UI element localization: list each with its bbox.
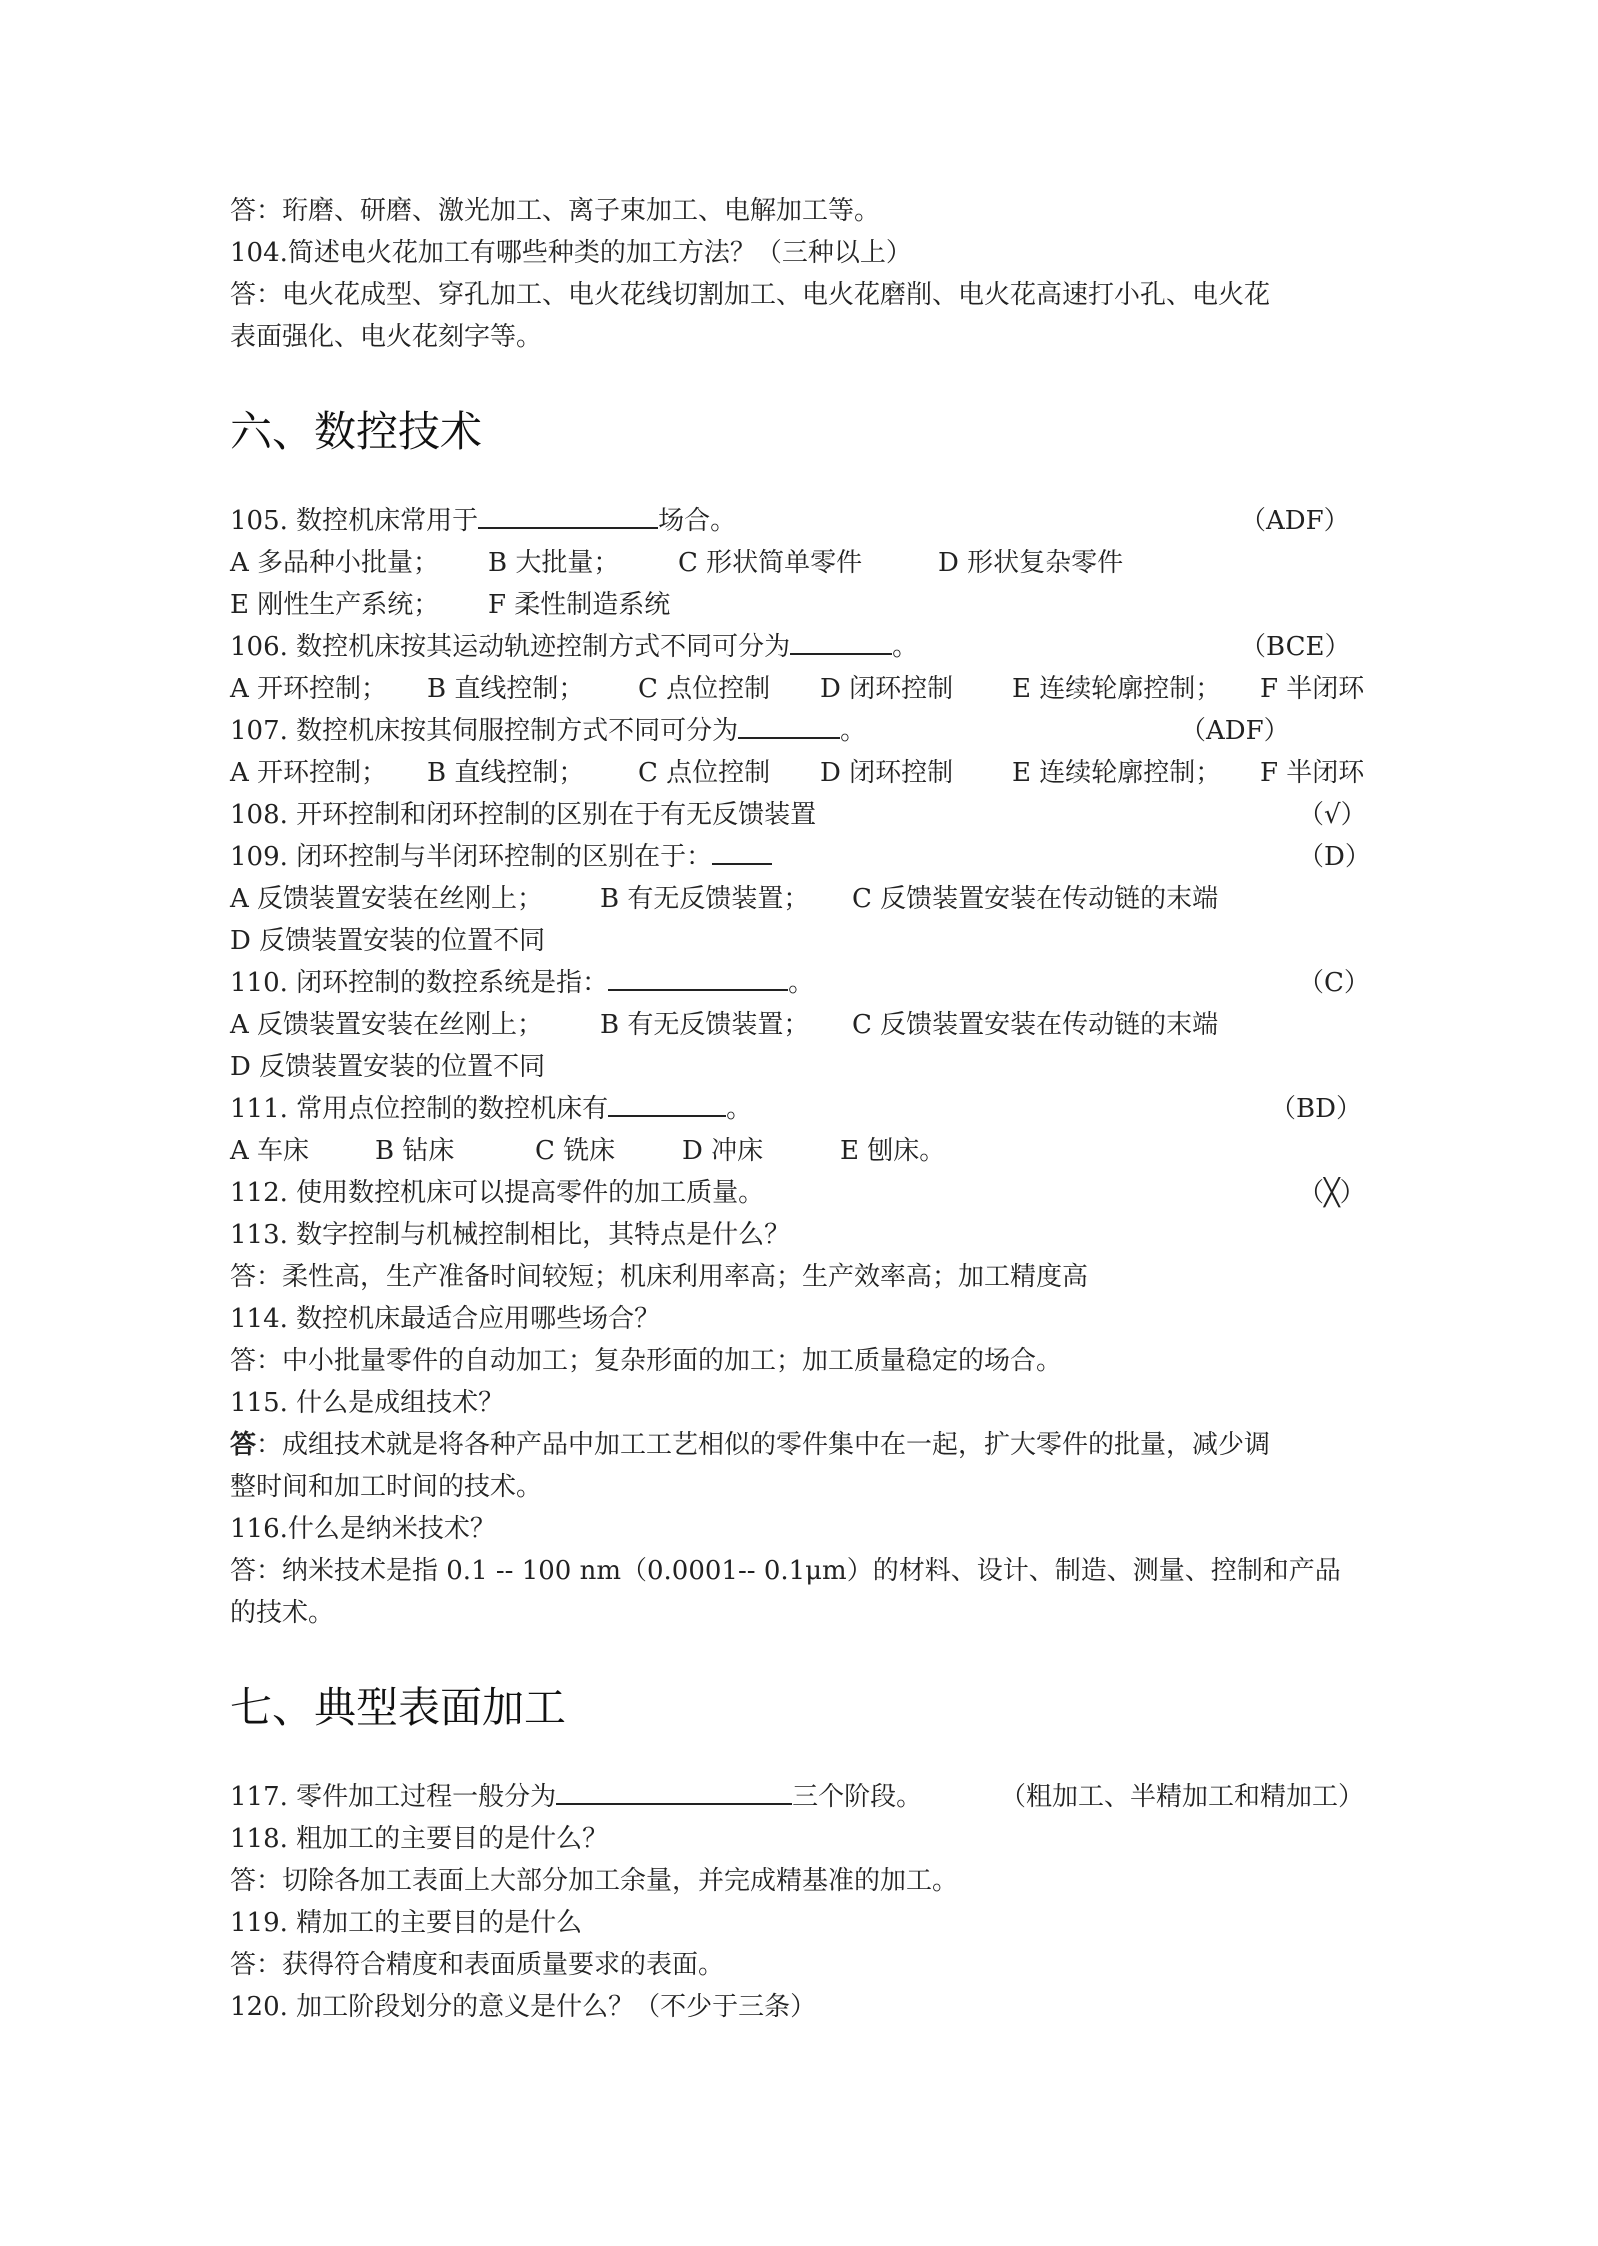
- option: B 直线控制；: [427, 674, 585, 704]
- fill-blank: [556, 1781, 792, 1805]
- question-text: 104.简述电火花加工有哪些种类的加工方法？（三种以上）: [230, 238, 912, 268]
- question-text: 109. 闭环控制与半闭环控制的区别在于：: [230, 842, 713, 872]
- heading-text: 七、典型表面加工: [230, 1683, 567, 1732]
- fill-blank: [712, 841, 772, 865]
- option-110-d: [230, 1046, 1380, 1088]
- options-105-line2: [230, 584, 1380, 626]
- option: D 形状复杂零件: [938, 548, 1124, 578]
- question-112: [230, 1172, 1380, 1214]
- options-111: [230, 1130, 1380, 1172]
- question-118: [230, 1818, 1380, 1860]
- question-text-suffix: 。: [840, 716, 867, 746]
- question-text: 118. 粗加工的主要目的是什么？: [230, 1824, 609, 1854]
- question-108: [230, 794, 1380, 836]
- fill-blank: [738, 715, 840, 739]
- question-text: 112. 使用数控机床可以提高零件的加工质量。: [230, 1178, 765, 1208]
- answer-key: （╳）: [1298, 1178, 1366, 1208]
- option: E 连续轮廓控制；: [1012, 758, 1222, 788]
- option: A 车床: [230, 1136, 310, 1166]
- question-text: 108. 开环控制和闭环控制的区别在于有无反馈装置: [230, 800, 817, 830]
- answer-key: （C）: [1298, 968, 1370, 998]
- answer-text: 答：获得符合精度和表面质量要求的表面。: [230, 1950, 725, 1980]
- answer-115-line1: [230, 1424, 1380, 1466]
- question-text: 114. 数控机床最适合应用哪些场合？: [230, 1304, 661, 1334]
- answer-key: （ADF）: [1180, 716, 1290, 746]
- question-text: 105. 数控机床常用于: [230, 506, 479, 536]
- answer-key: （粗加工、半精加工和精加工）: [1000, 1782, 1365, 1812]
- fill-blank: [608, 967, 788, 991]
- answer-text: ：成组技术就是将各种产品中加工工艺相似的零件集中在一起，扩大零件的批量，减少调: [256, 1430, 1271, 1460]
- option-109-d: [230, 920, 1380, 962]
- question-117: [230, 1776, 1380, 1818]
- option: D 反馈装置安装的位置不同: [230, 1052, 546, 1082]
- answer-key: （BCE）: [1240, 632, 1351, 662]
- answer-text: 的技术。: [230, 1598, 335, 1628]
- option: F 半闭环: [1260, 674, 1365, 704]
- question-text: 111. 常用点位控制的数控机床有: [230, 1094, 609, 1124]
- option: B 直线控制；: [427, 758, 585, 788]
- answer-103: [230, 190, 1380, 232]
- answer-113: [230, 1256, 1380, 1298]
- option: A 反馈装置安装在丝刚上；: [230, 1010, 544, 1040]
- question-119: [230, 1902, 1380, 1944]
- option: C 点位控制: [638, 674, 771, 704]
- question-116: [230, 1508, 1380, 1550]
- option: B 大批量；: [488, 548, 620, 578]
- option: C 形状简单零件: [678, 548, 863, 578]
- answer-104-line2: [230, 316, 1380, 358]
- question-text: 117. 零件加工过程一般分为: [230, 1782, 557, 1812]
- question-text: 120. 加工阶段划分的意义是什么？（不少于三条）: [230, 1992, 817, 2022]
- options-109: [230, 878, 1380, 920]
- answer-116-line1: [230, 1550, 1380, 1592]
- section-heading-7: [230, 1678, 1380, 1738]
- question-text: 107. 数控机床按其伺服控制方式不同可分为: [230, 716, 739, 746]
- option: A 开环控制；: [230, 674, 388, 704]
- answer-label: 答: [230, 1430, 257, 1460]
- option: C 点位控制: [638, 758, 771, 788]
- option: D 闭环控制: [820, 674, 954, 704]
- answer-key: （BD）: [1270, 1094, 1362, 1124]
- answer-text: 答：柔性高，生产准备时间较短；机床利用率高；生产效率高；加工精度高: [230, 1262, 1089, 1292]
- option: F 柔性制造系统: [488, 590, 671, 620]
- options-105-line1: [230, 542, 1380, 584]
- option: E 刚性生产系统；: [230, 590, 440, 620]
- options-110: [230, 1004, 1380, 1046]
- option: B 有无反馈装置；: [600, 1010, 810, 1040]
- question-text-suffix: 。: [788, 968, 815, 998]
- answer-text: 答：电火花成型、穿孔加工、电火花线切割加工、电火花磨削、电火花高速打小孔、电火花: [230, 280, 1271, 310]
- heading-text: 六、数控技术: [230, 407, 483, 456]
- section-heading-6: [230, 402, 1380, 462]
- option: D 反馈装置安装的位置不同: [230, 926, 546, 956]
- question-107: [230, 710, 1380, 752]
- answer-104-line1: [230, 274, 1380, 316]
- fill-blank: [478, 505, 658, 529]
- answer-115-line2: [230, 1466, 1380, 1508]
- question-115: [230, 1382, 1380, 1424]
- answer-114: [230, 1340, 1380, 1382]
- question-113: [230, 1214, 1380, 1256]
- question-text: 110. 闭环控制的数控系统是指：: [230, 968, 609, 998]
- question-114: [230, 1298, 1380, 1340]
- options-107: [230, 752, 1380, 794]
- option: E 刨床。: [840, 1136, 946, 1166]
- option: A 反馈装置安装在丝刚上；: [230, 884, 544, 914]
- question-111: [230, 1088, 1380, 1130]
- question-text-suffix: 三个阶段。: [792, 1782, 923, 1812]
- question-110: [230, 962, 1380, 1004]
- question-105: [230, 500, 1380, 542]
- question-104: [230, 232, 1380, 274]
- option: C 铣床: [535, 1136, 616, 1166]
- option: F 半闭环: [1260, 758, 1365, 788]
- question-120: [230, 1986, 1380, 2028]
- answer-key: （√）: [1298, 800, 1367, 830]
- question-text: 106. 数控机床按其运动轨迹控制方式不同可分为: [230, 632, 791, 662]
- option: D 冲床: [682, 1136, 764, 1166]
- options-106: [230, 668, 1380, 710]
- answer-text: 答：中小批量零件的自动加工；复杂形面的加工；加工质量稳定的场合。: [230, 1346, 1063, 1376]
- answer-text: 整时间和加工时间的技术。: [230, 1472, 543, 1502]
- option: B 钻床: [375, 1136, 455, 1166]
- option: D 闭环控制: [820, 758, 954, 788]
- option: C 反馈装置安装在传动链的末端: [852, 1010, 1219, 1040]
- question-text: 115. 什么是成组技术？: [230, 1388, 505, 1418]
- answer-text: 答：纳米技术是指 0.1 -- 100 nm（0.0001-- 0.1μm）的材料、设计、制造、测量、控制和产品: [230, 1556, 1341, 1586]
- question-text: 116.什么是纳米技术？: [230, 1514, 496, 1544]
- answer-text: 答：珩磨、研磨、激光加工、离子束加工、电解加工等。: [230, 196, 881, 226]
- answer-text: 表面强化、电火花刻字等。: [230, 322, 543, 352]
- answer-116-line2: [230, 1592, 1380, 1634]
- option: A 开环控制；: [230, 758, 388, 788]
- answer-text: 答：切除各加工表面上大部分加工余量，并完成精基准的加工。: [230, 1866, 959, 1896]
- question-text: 113. 数字控制与机械控制相比，其特点是什么？: [230, 1220, 791, 1250]
- option: A 多品种小批量；: [230, 548, 440, 578]
- question-text-suffix: 场合。: [658, 506, 737, 536]
- fill-blank: [790, 631, 892, 655]
- question-text-suffix: 。: [892, 632, 919, 662]
- question-text-suffix: 。: [726, 1094, 753, 1124]
- question-106: [230, 626, 1380, 668]
- option: B 有无反馈装置；: [600, 884, 810, 914]
- fill-blank: [608, 1093, 726, 1117]
- answer-key: （ADF）: [1240, 506, 1350, 536]
- answer-118: [230, 1860, 1380, 1902]
- answer-119: [230, 1944, 1380, 1986]
- option: E 连续轮廓控制；: [1012, 674, 1222, 704]
- document-page: [230, 190, 1380, 2028]
- option: C 反馈装置安装在传动链的末端: [852, 884, 1219, 914]
- question-109: [230, 836, 1380, 878]
- answer-key: （D）: [1298, 842, 1371, 872]
- question-text: 119. 精加工的主要目的是什么: [230, 1908, 583, 1938]
